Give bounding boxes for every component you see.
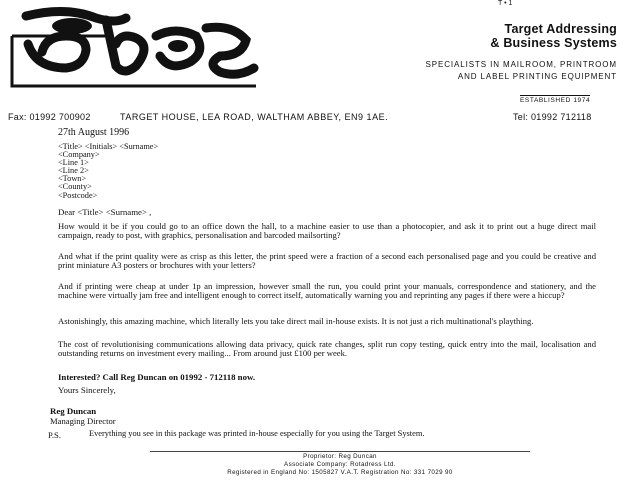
body-paragraph: Astonishingly, this amazing machine, which literally lets you take direct mail in-house exists. It is not just a rich multinational's plaything.	[58, 316, 534, 326]
call-to-action: Interested? Call Reg Duncan on 01992 - 712118 now.	[58, 372, 256, 382]
ps-text: Everything you see in this package was printed in-house especially for you using the Target System.	[89, 429, 425, 438]
body-paragraph: And if printing were cheap at under 1p an impression, however small the run, you could print your manuals, correspondence and stationery, and the machine were virtually jam free and intelligent enough to correct itself, automatically warning you and reprinting any pages if there were a hiccup?	[58, 281, 596, 301]
company-name-line1: Target Addressing	[504, 22, 617, 36]
footer-divider	[150, 451, 530, 452]
address-field: <Postcode>	[58, 190, 98, 200]
body-paragraph: How would it be if you could go to an office down the hall, to a machine easier to use than a photocopier, and ask it to print out a huge direct mail campaign, ready to post, with graphics, personalisation and barcoded mailsorting?	[58, 221, 596, 241]
address-field: <Line 2>	[58, 166, 89, 176]
address-field: <Title> <Initials> <Surname>	[58, 142, 159, 151]
sign-off: Yours Sincerely,	[58, 385, 116, 395]
signer-name: Reg Duncan	[50, 406, 97, 416]
address-field: <County>	[58, 182, 92, 192]
company-block	[355, 22, 617, 82]
fax-number: Fax: 01992 700902	[8, 112, 91, 122]
address-field: <Company>	[58, 150, 100, 160]
tagline-line2: AND LABEL PRINTING EQUIPMENT	[457, 72, 617, 81]
signer-title: Managing Director	[50, 416, 116, 426]
top-mark: T • 1	[498, 0, 513, 7]
letter-date: 27th August 1996	[58, 127, 130, 138]
telephone-number: Tel: 01992 712118	[513, 112, 592, 122]
footer-associate: Associate Company: Rotadress Ltd.	[284, 461, 396, 468]
established-note: ESTABLISHED 1974	[520, 97, 591, 104]
footer-registration: Registered in England No: 1505827 V.A.T. Registration No: 331 7029 90	[227, 469, 453, 476]
address-field: <Line 1>	[58, 158, 89, 168]
salutation: Dear <Title> <Surname> ,	[58, 207, 152, 217]
ps-label: P.S.	[48, 430, 61, 440]
company-address: TARGET HOUSE, LEA ROAD, WALTHAM ABBEY, EN9 1AE.	[120, 112, 389, 122]
tagline-line1: SPECIALISTS IN MAILROOM, PRINTROOM	[425, 60, 617, 69]
body-paragraph: The cost of revolutionising communications allowing data privacy, quick rate changes, split run copy testing, quick entry into the mail, localisation and outstanding returns on investment every mailing... From around just £100 per week.	[58, 339, 596, 359]
footer-proprietor: Proprietor: Reg Duncan	[303, 453, 377, 460]
body-paragraph: And what if the print quality were as crisp as this letter, the print speed were a fraction of a second each personalised page and you could be creative and print miniature A3 posters or brochures with your letters?	[58, 251, 596, 271]
company-name-line2: & Business Systems	[490, 36, 617, 50]
address-field: <Town>	[58, 174, 87, 184]
recipient-address	[58, 143, 158, 200]
tabs-logo	[6, 6, 264, 94]
